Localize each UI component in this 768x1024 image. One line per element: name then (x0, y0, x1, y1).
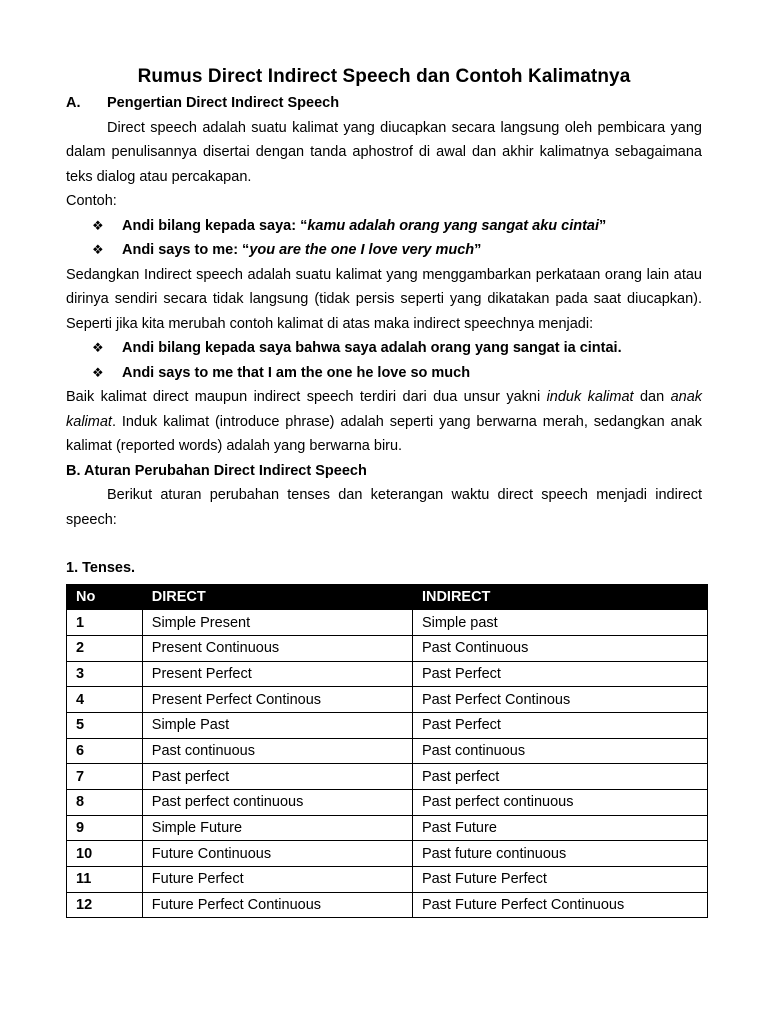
table-row (67, 790, 708, 816)
section-a-number: A. (66, 95, 81, 111)
row-number: 5 (67, 712, 143, 738)
italic-term: induk kalimat (546, 389, 634, 405)
diamond-bullet-icon: ❖ (92, 217, 104, 233)
table-row (67, 635, 708, 661)
table-row (67, 867, 708, 893)
example-quote: kamu adalah orang yang sangat aku cintai (307, 217, 600, 234)
section-a-heading (66, 91, 702, 116)
direct-cell: Past perfect continuous (142, 790, 412, 816)
contoh-label: Contoh: (66, 193, 117, 209)
section-b-paragraph: Berikut aturan perubahan tenses dan keterangan waktu direct speech menjadi indirect speech: (66, 487, 702, 528)
indirect-cell: Simple past (412, 610, 707, 636)
indirect-cell: Past Continuous (412, 635, 707, 661)
tenses-table (66, 584, 708, 919)
indirect-cell: Past perfect continuous (412, 790, 707, 816)
indirect-speech-paragraph: Sedangkan Indirect speech adalah suatu kalimat yang menggambarkan perkataan orang lain atau dirinya sendiri secara tidak langsung (tidak persis seperti yang dikatakan pada saat diucapkan). Seperti jika kita merubah contoh kalimat di atas maka indirect speechnya menjadi: (66, 266, 702, 332)
direct-cell: Future Perfect (142, 867, 412, 893)
indirect-cell: Past Perfect (412, 712, 707, 738)
header-direct: DIRECT (142, 584, 412, 610)
list-item (92, 238, 702, 263)
table-row (67, 661, 708, 687)
direct-examples-list (66, 214, 702, 263)
diamond-bullet-icon: ❖ (92, 364, 104, 380)
list-item (92, 214, 702, 239)
header-no: No (67, 584, 143, 610)
indirect-examples-list (66, 336, 702, 385)
example-text: Andi says to me that I am the one he love so much (122, 364, 471, 381)
row-number: 6 (67, 738, 143, 764)
example-tail: ” (599, 217, 607, 234)
table-body (67, 610, 708, 918)
section-b-heading: B. Aturan Perubahan Direct Indirect Speech (66, 462, 367, 479)
indirect-cell: Past future continuous (412, 841, 707, 867)
table-row (67, 687, 708, 713)
example-lead: Andi says to me: “ (122, 242, 250, 258)
page-title: Rumus Direct Indirect Speech dan Contoh Kalimatnya (137, 66, 631, 87)
table-row (67, 738, 708, 764)
direct-cell: Present Continuous (142, 635, 412, 661)
row-number: 3 (67, 661, 143, 687)
text-run: dan (633, 389, 671, 405)
direct-cell: Present Perfect Continous (142, 687, 412, 713)
indirect-cell: Past continuous (412, 738, 707, 764)
row-number: 4 (67, 687, 143, 713)
example-text: Andi bilang kepada saya bahwa saya adalah orang yang sangat ia cintai. (122, 340, 622, 356)
example-lead: Andi bilang kepada saya: “ (122, 217, 308, 234)
example-quote: you are the one I love very much (249, 242, 475, 258)
direct-cell: Future Perfect Continuous (142, 892, 412, 918)
direct-cell: Past continuous (142, 738, 412, 764)
row-number: 8 (67, 790, 143, 816)
header-indirect: INDIRECT (412, 584, 707, 610)
list-item (92, 336, 702, 361)
row-number: 9 (67, 815, 143, 841)
table-row (67, 841, 708, 867)
row-number: 12 (67, 892, 143, 918)
row-number: 11 (67, 867, 143, 893)
direct-cell: Future Continuous (142, 841, 412, 867)
text-run: Baik kalimat direct maupun indirect speech terdiri dari dua unsur yakni (66, 389, 547, 405)
direct-speech-paragraph: Direct speech adalah suatu kalimat yang diucapkan secara langsung oleh pembicara yang dalam penulisannya disertai dengan tanda aphostrof di awal dan akhir kalimatnya sebagaimana teks dialog atau percakapan. (66, 119, 702, 185)
tenses-subheading: 1. Tenses. (66, 560, 136, 576)
elements-paragraph (66, 385, 702, 459)
row-number: 7 (67, 764, 143, 790)
indirect-cell: Past Future (412, 815, 707, 841)
list-item (92, 361, 702, 386)
blank-line (66, 532, 702, 556)
example-tail: ” (474, 242, 482, 258)
table-row (67, 610, 708, 636)
row-number: 2 (67, 635, 143, 661)
diamond-bullet-icon: ❖ (92, 242, 104, 257)
text-run: . Induk kalimat (introduce phrase) adalah seperti yang berwarna merah, sedangkan anak kalimat (reported words) adalah yang berwarna biru. (66, 413, 702, 454)
direct-cell: Simple Present (142, 610, 412, 636)
row-number: 10 (67, 841, 143, 867)
indirect-cell: Past Future Perfect Continuous (412, 892, 707, 918)
table-row (67, 892, 708, 918)
table-row (67, 764, 708, 790)
direct-cell: Present Perfect (142, 661, 412, 687)
direct-cell: Simple Past (142, 712, 412, 738)
italic-term: anak kalimat (66, 389, 703, 430)
indirect-cell: Past Perfect Continous (412, 687, 707, 713)
diamond-bullet-icon: ❖ (92, 340, 104, 355)
indirect-cell: Past perfect (412, 764, 707, 790)
row-number: 1 (67, 610, 143, 636)
table-row (67, 815, 708, 841)
section-a-title: Pengertian Direct Indirect Speech (107, 95, 340, 111)
table-row (67, 712, 708, 738)
direct-cell: Past perfect (142, 764, 412, 790)
table-header-row (67, 584, 708, 610)
indirect-cell: Past Future Perfect (412, 867, 707, 893)
direct-cell: Simple Future (142, 815, 412, 841)
indirect-cell: Past Perfect (412, 661, 707, 687)
